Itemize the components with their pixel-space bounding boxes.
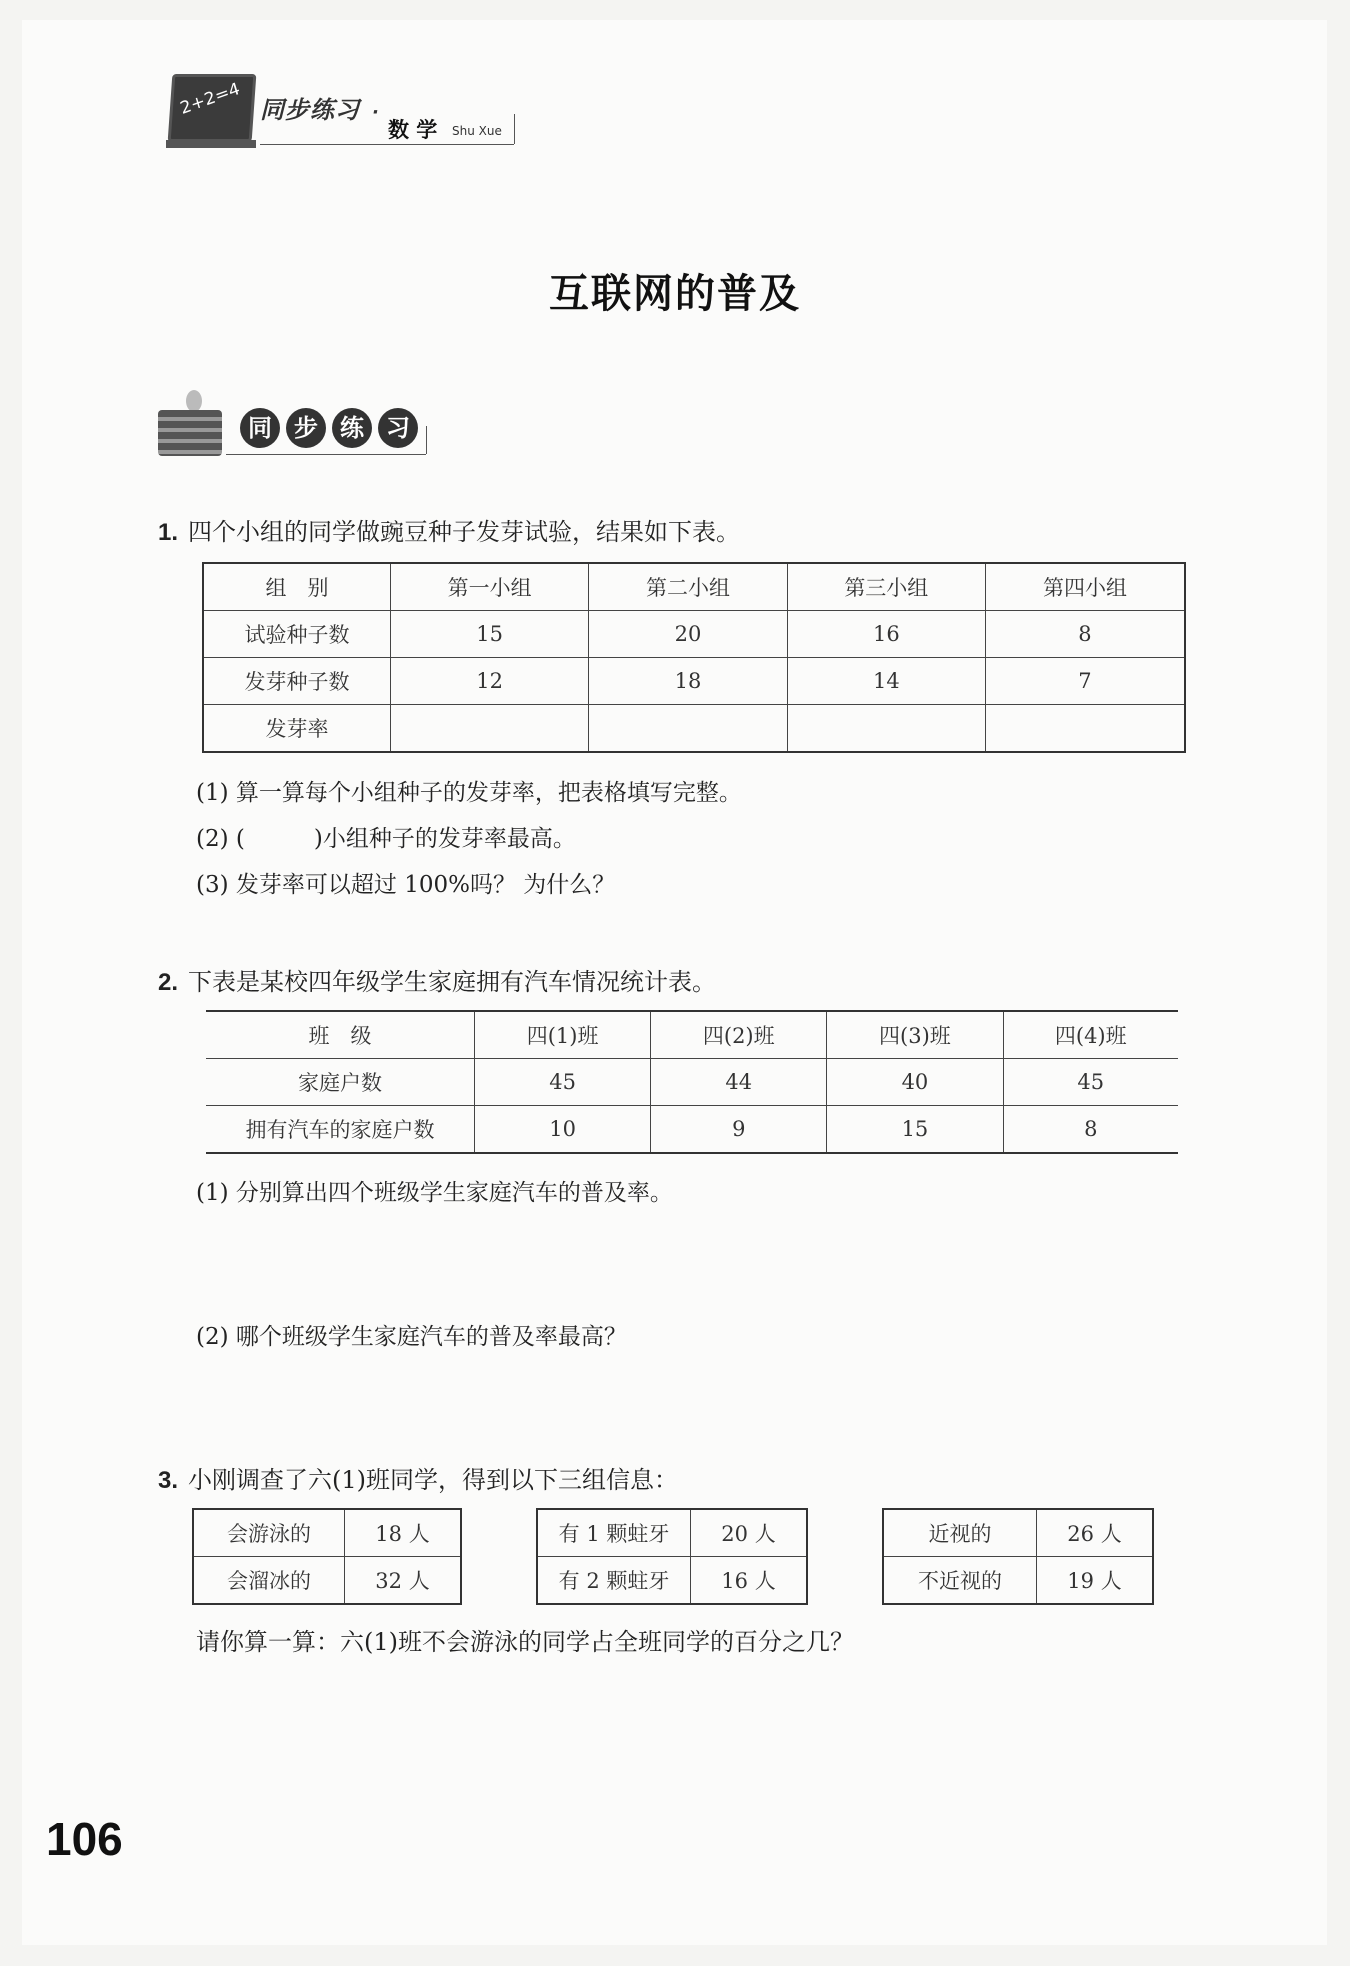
table-row: [883, 1557, 1153, 1605]
table-cell: 不近视的: [883, 1557, 1037, 1605]
table-cell: 拥有汽车的家庭户数: [206, 1106, 475, 1154]
question-1: [158, 512, 740, 547]
question-text: 小刚调查了六(1)班同学，得到以下三组信息：: [188, 1466, 679, 1494]
table-cell: 45: [1003, 1059, 1178, 1106]
table-row: [206, 1059, 1178, 1106]
sub-question: (2) 哪个班级学生家庭汽车的普及率最高？: [196, 1324, 627, 1350]
table-cell: 15: [391, 611, 589, 658]
sub-question: (3) 发芽率可以超过 100%吗？ 为什么？: [196, 872, 616, 898]
badge-char-3: 练: [332, 408, 372, 448]
question-3: [158, 1460, 678, 1495]
question-prompt: 请你算一算：六(1)班不会游泳的同学占全班同学的百分之几？: [196, 1628, 854, 1656]
table-cell: 家庭户数: [206, 1059, 475, 1106]
table-cell: 26 人: [1037, 1509, 1154, 1557]
question-text: 下表是某校四年级学生家庭拥有汽车情况统计表。: [188, 968, 717, 996]
page-number: 106: [46, 1813, 123, 1865]
table-row: [883, 1509, 1153, 1557]
subject-pinyin: Shu Xue: [452, 124, 502, 138]
lightbulb-icon: [186, 390, 202, 412]
header-rule: [260, 144, 514, 145]
table-cell: 45: [475, 1059, 651, 1106]
table-cell: 32 人: [345, 1557, 462, 1605]
table-cell: 40: [827, 1059, 1003, 1106]
book-header-logo: [162, 62, 522, 162]
table-cell: 7: [985, 658, 1185, 705]
cavity-table: [536, 1508, 808, 1605]
table-cell: 10: [475, 1106, 651, 1154]
table-cell: 第一小组: [391, 563, 589, 611]
table-row: [203, 611, 1185, 658]
table-row: [203, 658, 1185, 705]
table-cell: 组 别: [203, 563, 391, 611]
answer-cell[interactable]: [787, 705, 985, 753]
table-cell: 有 1 颗蛀牙: [537, 1509, 691, 1557]
section-badge: [158, 390, 438, 470]
table-cell: 试验种子数: [203, 611, 391, 658]
answer-cell[interactable]: [391, 705, 589, 753]
table-row: [203, 705, 1185, 753]
badge-char-1: 同: [240, 408, 280, 448]
badge-char-4: 习: [378, 408, 418, 448]
brand-dot: ·: [372, 102, 380, 123]
car-ownership-table: [206, 1010, 1178, 1154]
table-cell: 18: [589, 658, 787, 705]
subject-label: 数 学: [388, 118, 438, 142]
table-cell: 有 2 颗蛀牙: [537, 1557, 691, 1605]
question-2: [158, 962, 716, 997]
header-rule-end: [514, 114, 515, 144]
table-cell: 9: [651, 1106, 827, 1154]
table-cell: 发芽种子数: [203, 658, 391, 705]
question-number: 1.: [158, 519, 179, 546]
table-cell: 19 人: [1037, 1557, 1154, 1605]
germination-table: [202, 562, 1186, 753]
table-cell: 20: [589, 611, 787, 658]
table-cell: 发芽率: [203, 705, 391, 753]
question-number: 3.: [158, 1467, 179, 1494]
chalkboard-icon: [168, 74, 257, 142]
table-cell: 16 人: [691, 1557, 808, 1605]
table-cell: 四(3)班: [827, 1011, 1003, 1059]
badge-underline-end: [426, 426, 427, 454]
table-header-row: [206, 1011, 1178, 1059]
badge-char-2: 步: [286, 408, 326, 448]
sub-question: (1) 算一算每个小组种子的发芽率，把表格填写完整。: [196, 780, 742, 806]
books-icon: [158, 410, 222, 456]
eyesight-table: [882, 1508, 1154, 1605]
sub-question: (1) 分别算出四个班级学生家庭汽车的普及率。: [196, 1180, 673, 1206]
question-text: 四个小组的同学做豌豆种子发芽试验，结果如下表。: [188, 518, 741, 546]
table-cell: 第四小组: [985, 563, 1185, 611]
table-cell: 四(4)班: [1003, 1011, 1178, 1059]
table-cell: 班 级: [206, 1011, 475, 1059]
table-row: [537, 1557, 807, 1605]
table-cell: 8: [985, 611, 1185, 658]
table-row: [537, 1509, 807, 1557]
table-cell: 第三小组: [787, 563, 985, 611]
board-text: 2+2=4: [177, 79, 243, 119]
table-cell: 第二小组: [589, 563, 787, 611]
sub-question: (2) ( )小组种子的发芽率最高。: [196, 826, 576, 852]
table-cell: 44: [651, 1059, 827, 1106]
table-row: [193, 1509, 461, 1557]
table-cell: 14: [787, 658, 985, 705]
question-number: 2.: [158, 969, 179, 996]
brand-title: 同步练习: [260, 96, 360, 124]
table-row: [206, 1106, 1178, 1154]
page-title: 互联网的普及: [549, 270, 801, 317]
swimming-skating-table: [192, 1508, 462, 1605]
table-cell: 12: [391, 658, 589, 705]
table-cell: 20 人: [691, 1509, 808, 1557]
table-cell: 会游泳的: [193, 1509, 345, 1557]
table-cell: 四(1)班: [475, 1011, 651, 1059]
table-cell: 近视的: [883, 1509, 1037, 1557]
answer-cell[interactable]: [985, 705, 1185, 753]
table-cell: 18 人: [345, 1509, 462, 1557]
table-cell: 四(2)班: [651, 1011, 827, 1059]
table-cell: 会溜冰的: [193, 1557, 345, 1605]
answer-cell[interactable]: [589, 705, 787, 753]
table-cell: 8: [1003, 1106, 1178, 1154]
table-cell: 16: [787, 611, 985, 658]
table-header-row: [203, 563, 1185, 611]
table-cell: 15: [827, 1106, 1003, 1154]
chalkboard-stand: [166, 140, 256, 148]
table-row: [193, 1557, 461, 1605]
badge-underline: [226, 454, 426, 455]
